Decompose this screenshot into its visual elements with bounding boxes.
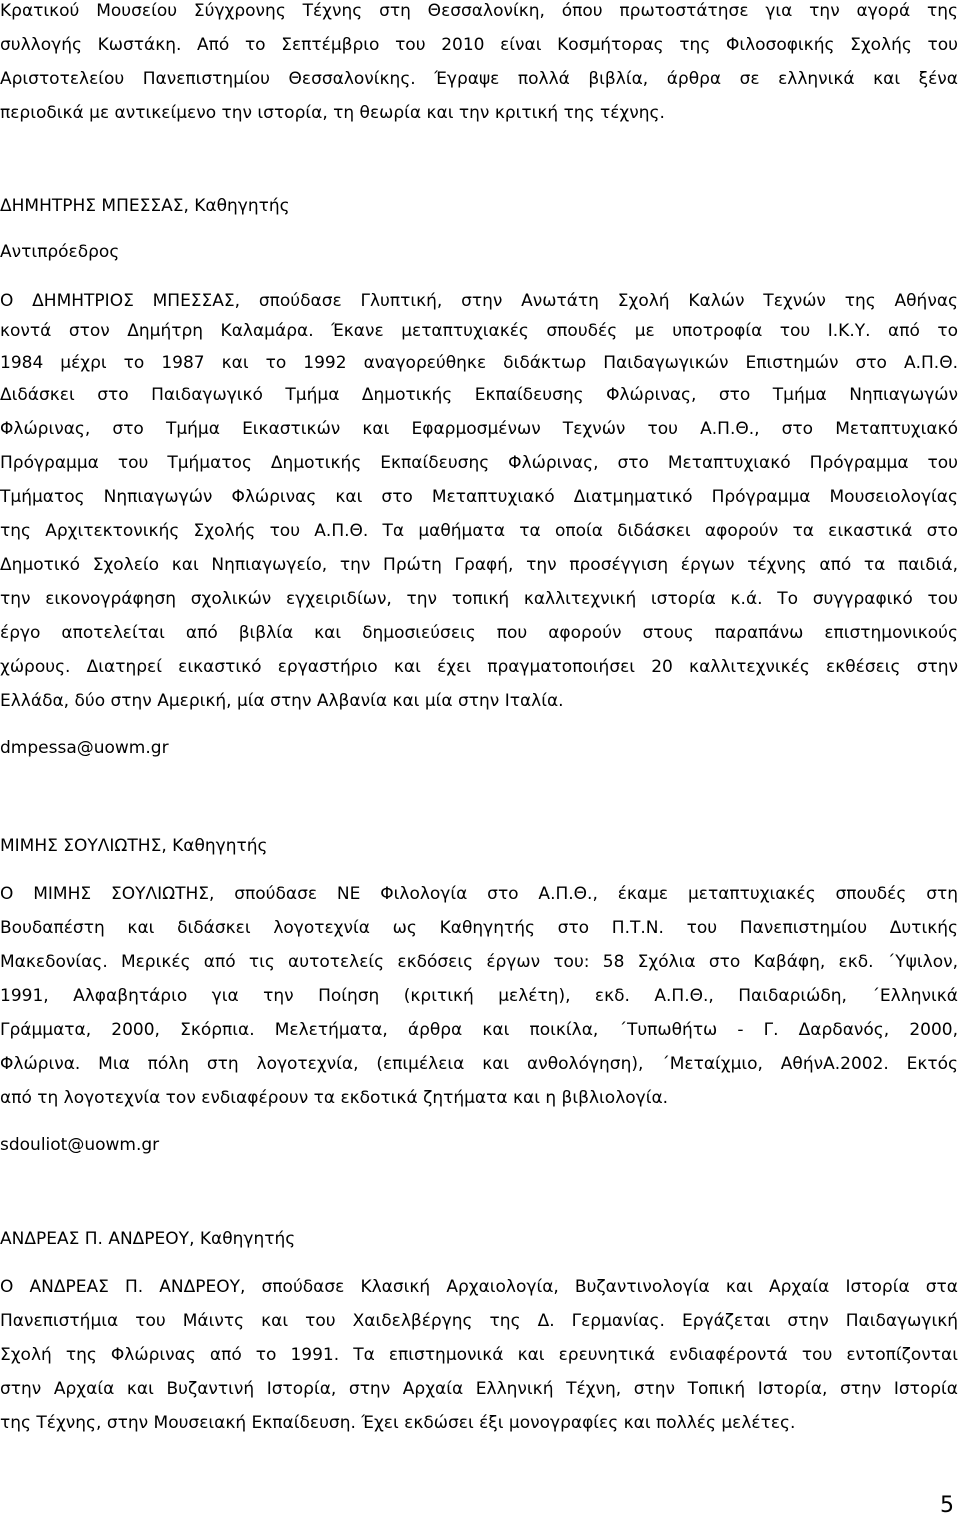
bessas-bio-line: την εικονογράφηση σχολικών εγχειριδίων, την τοπική καλλιτεχνική ιστορία κ.ά. Το συγγραφικό του (0, 589, 958, 609)
souliotis-heading: ΜΙΜΗΣ ΣΟΥΛΙΩΤΗΣ, Καθηγητής (0, 836, 268, 856)
andreou-bio-line: της Τέχνης, στην Μουσειακή Εκπαίδευση. Έχει εκδώσει έξι μονογραφίες και πολλές μελέτες. (0, 1413, 796, 1433)
intro-line: συλλογής Κωστάκη. Από το Σεπτέμβριο του 2010 είναι Κοσμήτορας της Φιλοσοφικής Σχολής του (0, 35, 958, 55)
page-number: 5 (940, 1493, 954, 1518)
andreou-bio-line: Σχολή της Φλώρινας από το 1991. Τα επιστημονικά και ερευνητικά ενδιαφέροντά του εντοπίζονται (0, 1345, 958, 1365)
souliotis-email-link[interactable]: sdouliot@uowm.gr (0, 1135, 160, 1155)
souliotis-bio-line: Ο ΜΙΜΗΣ ΣΟΥΛΙΩΤΗΣ, σπούδασε ΝΕ Φιλολογία στο Α.Π.Θ., έκαμε μεταπτυχιακές σπουδές στη (0, 884, 958, 904)
bessas-bio-line: Ελλάδα, δύο στην Αμερική, μία στην Αλβανία και μία στην Ιταλία. (0, 691, 564, 711)
bessas-role: Αντιπρόεδρος (0, 242, 120, 262)
bessas-bio-line: Πρόγραμμα του Τμήματος Δημοτικής Εκπαίδευσης Φλώρινας, στο Μεταπτυχιακό Πρόγραμμα του (0, 453, 958, 473)
souliotis-bio-line: Μακεδονίας. Μερικές από τις αυτοτελείς εκδόσεις έργων του: 58 Σχόλια στο Καβάφη, εκδ. ΄Υψιλον, (0, 952, 958, 972)
bessas-bio-line: Δημοτικό Σχολείο και Νηπιαγωγείο, την Πρώτη Γραφή, την προσέγγιση έργων τέχνης από τα παιδιά, (0, 555, 958, 575)
bessas-bio-line: της Αρχιτεκτονικής Σχολής του Α.Π.Θ. Τα μαθήματα τα οποία διδάσκει αφορούν τα εικαστικά στο (0, 521, 958, 541)
bessas-bio-line: κοντά στον Δημήτρη Καλαμάρα. Έκανε μεταπτυχιακές σπουδές με υποτροφία του Ι.Κ.Υ. από το (0, 321, 958, 341)
bessas-bio-line: Φλώρινας, στο Τμήμα Εικαστικών και Εφαρμοσμένων Τεχνών του Α.Π.Θ., στο Μεταπτυχιακό (0, 419, 958, 439)
bessas-bio-line: έργο αποτελείται από βιβλία και δημοσιεύσεις που αφορούν στους παραπάνω επιστημονικούς (0, 623, 958, 643)
souliotis-bio-line: Φλώρινα. Μια πόλη στη λογοτεχνία, (επιμέλεια και ανθολόγηση), ΄Μεταίχμιο, ΑθήνΑ.2002. Εκτός (0, 1054, 958, 1074)
souliotis-bio-line: από τη λογοτεχνία τον ενδιαφέρουν τα εκδοτικά ζητήματα και η βιβλιολογία. (0, 1088, 669, 1108)
bessas-bio-line: χώρους. Διατηρεί εικαστικό εργαστήριο και έχει πραγματοποιήσει 20 καλλιτεχνικές εκθέσεις στην (0, 657, 958, 677)
intro-line: Αριστοτελείου Πανεπιστημίου Θεσσαλονίκης. Έγραψε πολλά βιβλία, άρθρα σε ελληνικά και ξένα (0, 69, 958, 89)
bessas-bio-line: Ο ΔΗΜΗΤΡΙΟΣ ΜΠΕΣΣΑΣ, σπούδασε Γλυπτική, στην Ανωτάτη Σχολή Καλών Τεχνών της Αθήνας (0, 291, 958, 311)
bessas-email-link[interactable]: dmpessa@uowm.gr (0, 738, 169, 758)
andreou-bio-line: Ο ΑΝΔΡΕΑΣ Π. ΑΝΔΡΕΟΥ, σπούδασε Κλασική Αρχαιολογία, Βυζαντινολογία και Αρχαία Ιστορία στα (0, 1277, 958, 1297)
bessas-bio-line: 1984 μέχρι το 1987 και το 1992 αναγορεύθηκε διδάκτωρ Παιδαγωγικών Επιστημών στο Α.Π.Θ. (0, 353, 958, 373)
intro-line: Κρατικού Μουσείου Σύγχρονης Τέχνης στη Θεσσαλονίκη, όπου πρωτοστάτησε για την αγορά της (0, 1, 958, 21)
souliotis-bio-line: Βουδαπέστη και διδάσκει λογοτεχνία ως Καθηγητής στο Π.Τ.Ν. του Πανεπιστημίου Δυτικής (0, 918, 958, 938)
bessas-bio-line: Διδάσκει στο Παιδαγωγικό Τμήμα Δημοτικής Εκπαίδευσης Φλώρινας, στο Τμήμα Νηπιαγωγών (0, 385, 958, 405)
bessas-bio-line: Τμήματος Νηπιαγωγών Φλώρινας και στο Μεταπτυχιακό Διατμηματικό Πρόγραμμα Μουσειολογίας (0, 487, 958, 507)
andreou-bio-line: στην Αρχαία και Βυζαντινή Ιστορία, στην Αρχαία Ελληνική Τέχνη, στην Τοπική Ιστορία, στην Ιστορία (0, 1379, 958, 1399)
souliotis-bio-line: Γράμματα, 2000, Σκόρπια. Μελετήματα, άρθρα και ποικίλα, ΄Τυπωθήτω - Γ. Δαρδανός, 2000, (0, 1020, 958, 1040)
intro-line: περιοδικά με αντικείμενο την ιστορία, τη θεωρία και την κριτική της τέχνης. (0, 103, 665, 123)
andreou-heading: ΑΝΔΡΕΑΣ Π. ΑΝΔΡΕΟΥ, Καθηγητής (0, 1229, 296, 1249)
andreou-bio-line: Πανεπιστήμια του Μάιντς και του Χαιδελβέργης της Δ. Γερμανίας. Εργάζεται στην Παιδαγωγική (0, 1311, 958, 1331)
souliotis-bio-line: 1991, Αλφαβητάριο για την Ποίηση (κριτική μελέτη), εκδ. Α.Π.Θ., Παιδαριώδη, ΄Ελληνικά (0, 986, 958, 1006)
bessas-heading: ΔΗΜΗΤΡΗΣ ΜΠΕΣΣΑΣ, Καθηγητής (0, 196, 290, 216)
